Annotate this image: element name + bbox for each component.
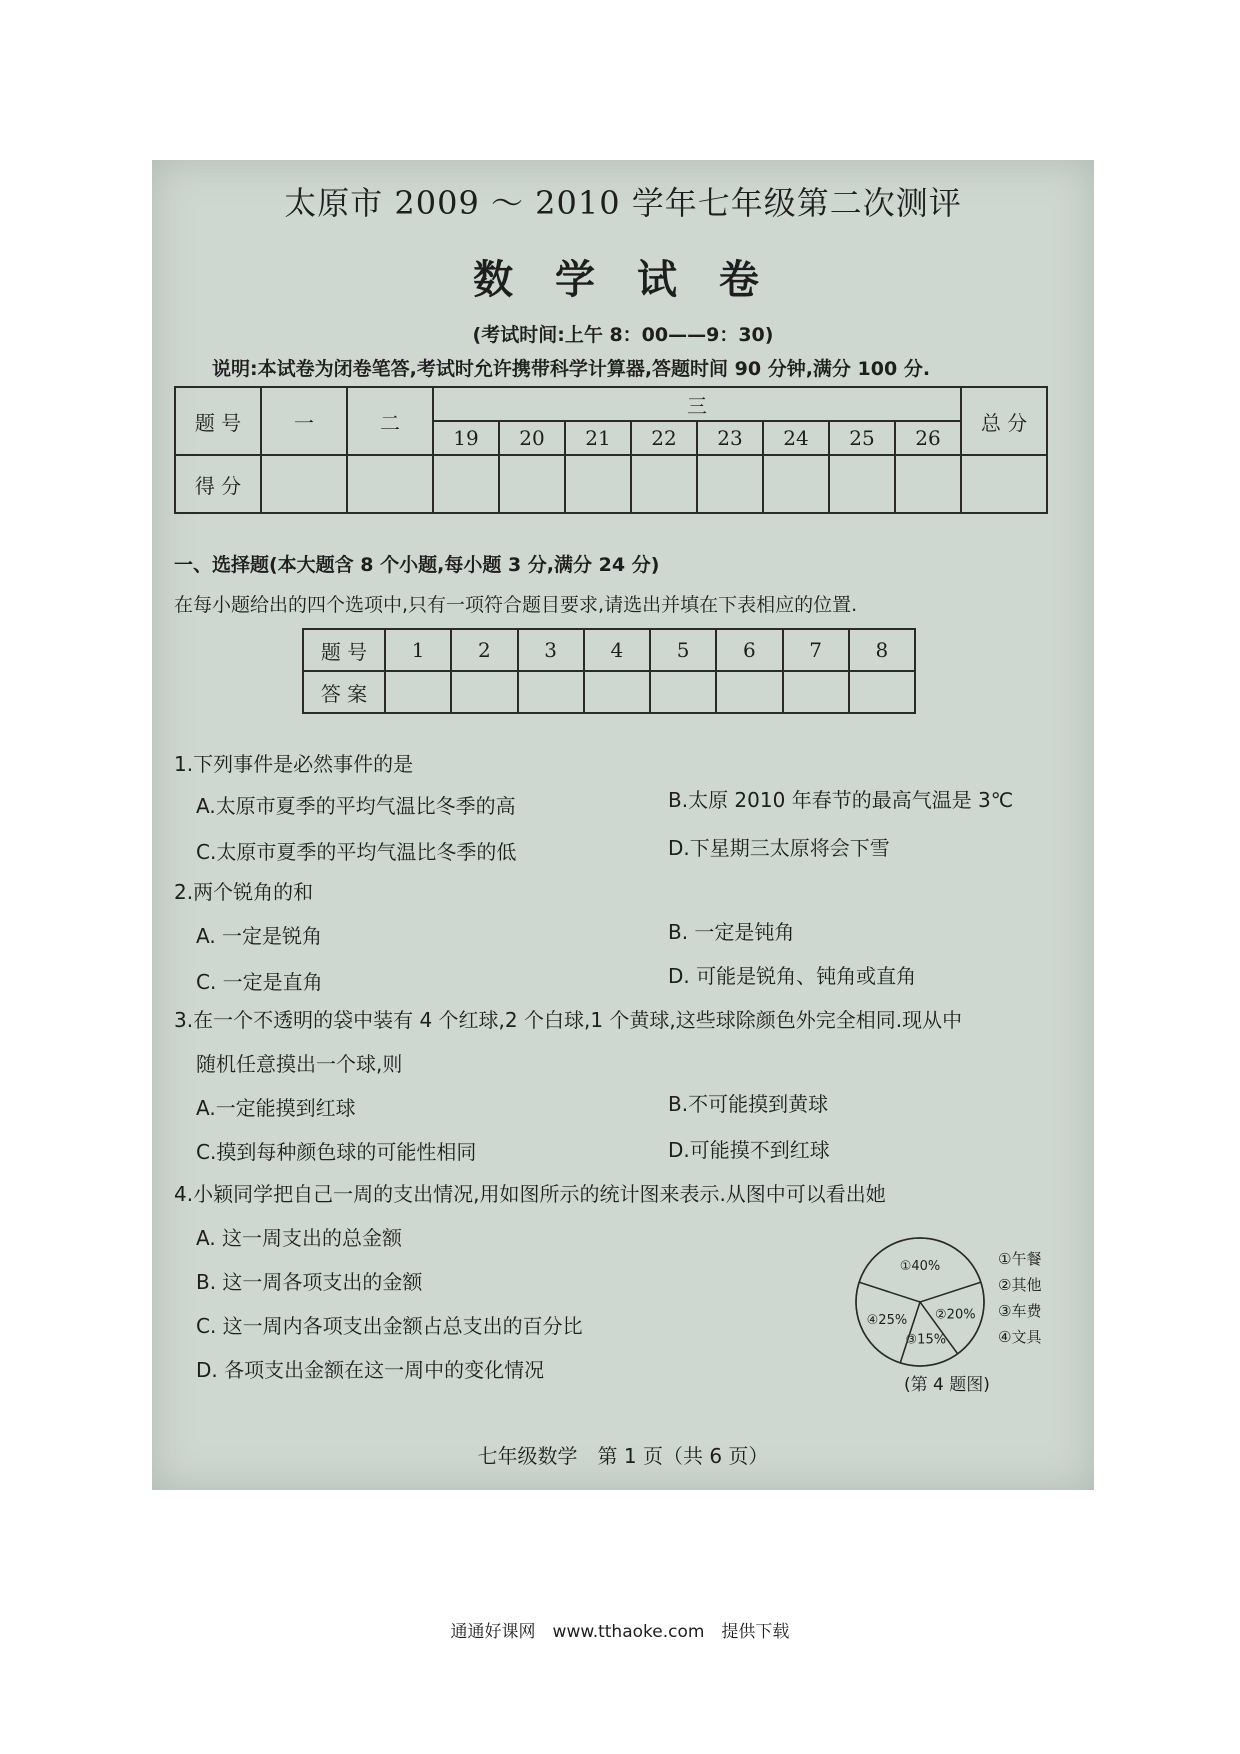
score-cell[interactable] <box>763 455 829 513</box>
download-credit: 通通好课网 www.tthaoke.com 提供下载 <box>450 1622 790 1642</box>
score-col-total: 总 分 <box>961 387 1047 455</box>
answer-num: 5 <box>650 629 716 671</box>
answer-cell[interactable] <box>650 671 716 713</box>
score-sub-col: 20 <box>499 421 565 455</box>
question-4-option-b: B. 这一周各项支出的金额 <box>196 1270 423 1294</box>
answer-num: 1 <box>385 629 451 671</box>
pie-legend-item: ①午餐 <box>998 1250 1042 1268</box>
question-4-option-c: C. 这一周内各项支出金额占总支出的百分比 <box>196 1314 583 1338</box>
question-3-option-d: D.可能摸不到红球 <box>668 1138 830 1162</box>
question-4-option-a: A. 这一周支出的总金额 <box>196 1226 403 1250</box>
score-col-one: 一 <box>261 387 347 455</box>
score-cell[interactable] <box>829 455 895 513</box>
score-cell[interactable] <box>261 455 347 513</box>
score-table <box>174 386 1048 514</box>
exam-note: 说明:本试卷为闭卷笔答,考试时允许携带科学计算器,答题时间 90 分钟,满分 100 分. <box>212 358 931 380</box>
pie-slice-label: ①40% <box>899 1258 941 1274</box>
question-1-option-c: C.太原市夏季的平均气温比冬季的低 <box>196 840 517 864</box>
score-sub-col: 26 <box>895 421 961 455</box>
score-row-label: 得 分 <box>175 455 261 513</box>
question-2-option-a: A. 一定是锐角 <box>196 924 323 948</box>
question-1-option-d: D.下星期三太原将会下雪 <box>668 836 890 860</box>
section1-heading: 一、选择题(本大题含 8 个小题,每小题 3 分,满分 24 分) <box>174 554 660 576</box>
answer-cell[interactable] <box>584 671 650 713</box>
exam-subtitle: 数 学 试 卷 <box>473 257 773 303</box>
answer-cell[interactable] <box>385 671 451 713</box>
exam-title: 太原市 2009 ～ 2010 学年七年级第二次测评 <box>284 184 962 222</box>
answer-cell[interactable] <box>716 671 782 713</box>
question-2-stem: 2.两个锐角的和 <box>174 880 314 904</box>
question-2-option-d: D. 可能是锐角、钝角或直角 <box>668 964 917 988</box>
question-4-stem: 4.小颖同学把自己一周的支出情况,用如图所示的统计图来表示.从图中可以看出她 <box>174 1182 886 1206</box>
question-3-option-c: C.摸到每种颜色球的可能性相同 <box>196 1140 477 1164</box>
answer-row-num-label: 题 号 <box>303 629 385 671</box>
answer-num: 7 <box>783 629 849 671</box>
pie-caption: (第 4 题图) <box>904 1375 990 1395</box>
question-3-stem: 3.在一个不透明的袋中装有 4 个红球,2 个白球,1 个黄球,这些球除颜色外完全相同.现从中 <box>174 1008 963 1032</box>
score-cell[interactable] <box>499 455 565 513</box>
score-sub-col: 24 <box>763 421 829 455</box>
answer-cell[interactable] <box>451 671 517 713</box>
answer-num: 2 <box>451 629 517 671</box>
answer-cell[interactable] <box>783 671 849 713</box>
score-cell[interactable] <box>961 455 1047 513</box>
score-col-two: 二 <box>347 387 433 455</box>
answer-row-ans-label: 答 案 <box>303 671 385 713</box>
answer-cell[interactable] <box>849 671 915 713</box>
answer-num: 8 <box>849 629 915 671</box>
question-3-option-b: B.不可能摸到黄球 <box>668 1092 829 1116</box>
score-cell[interactable] <box>697 455 763 513</box>
pie-slice-label: ④25% <box>866 1312 908 1328</box>
page-footer: 七年级数学 第 1 页（共 6 页） <box>477 1444 769 1468</box>
answer-table <box>302 628 916 714</box>
exam-time: (考试时间:上午 8：00——9：30) <box>472 324 774 346</box>
score-col-three: 三 <box>433 387 961 421</box>
pie-legend-item: ②其他 <box>998 1276 1042 1294</box>
score-cell[interactable] <box>631 455 697 513</box>
exam-paper <box>152 160 1094 1490</box>
score-cell[interactable] <box>433 455 499 513</box>
pie-legend-item: ③车费 <box>998 1302 1042 1320</box>
score-cell[interactable] <box>565 455 631 513</box>
question-3-stem-line2: 随机任意摸出一个球,则 <box>196 1052 403 1076</box>
score-sub-col: 22 <box>631 421 697 455</box>
score-cell[interactable] <box>895 455 961 513</box>
question-4-option-d: D. 各项支出金额在这一周中的变化情况 <box>196 1358 545 1382</box>
section1-instruction: 在每小题给出的四个选项中,只有一项符合题目要求,请选出并填在下表相应的位置. <box>174 594 858 616</box>
answer-num: 6 <box>716 629 782 671</box>
question-1-option-a: A.太原市夏季的平均气温比冬季的高 <box>196 794 516 818</box>
answer-num: 4 <box>584 629 650 671</box>
pie-legend <box>998 1246 1041 1350</box>
score-sub-col: 25 <box>829 421 895 455</box>
pie-legend-item: ④文具 <box>998 1328 1042 1346</box>
question-1-stem: 1.下列事件是必然事件的是 <box>174 752 414 776</box>
question-2-option-b: B. 一定是钝角 <box>668 920 795 944</box>
answer-num: 3 <box>518 629 584 671</box>
question-2-option-c: C. 一定是直角 <box>196 970 323 994</box>
score-col-question: 题 号 <box>175 387 261 455</box>
pie-slice-label: ②20% <box>935 1307 976 1323</box>
pie-slice-label: ③15% <box>905 1332 947 1348</box>
score-sub-col: 23 <box>697 421 763 455</box>
score-sub-col: 19 <box>433 421 499 455</box>
answer-cell[interactable] <box>518 671 584 713</box>
question-1-option-b: B.太原 2010 年春节的最高气温是 3℃ <box>668 788 1014 812</box>
question-3-option-a: A.一定能摸到红球 <box>196 1096 356 1120</box>
score-sub-col: 21 <box>565 421 631 455</box>
score-cell[interactable] <box>347 455 433 513</box>
